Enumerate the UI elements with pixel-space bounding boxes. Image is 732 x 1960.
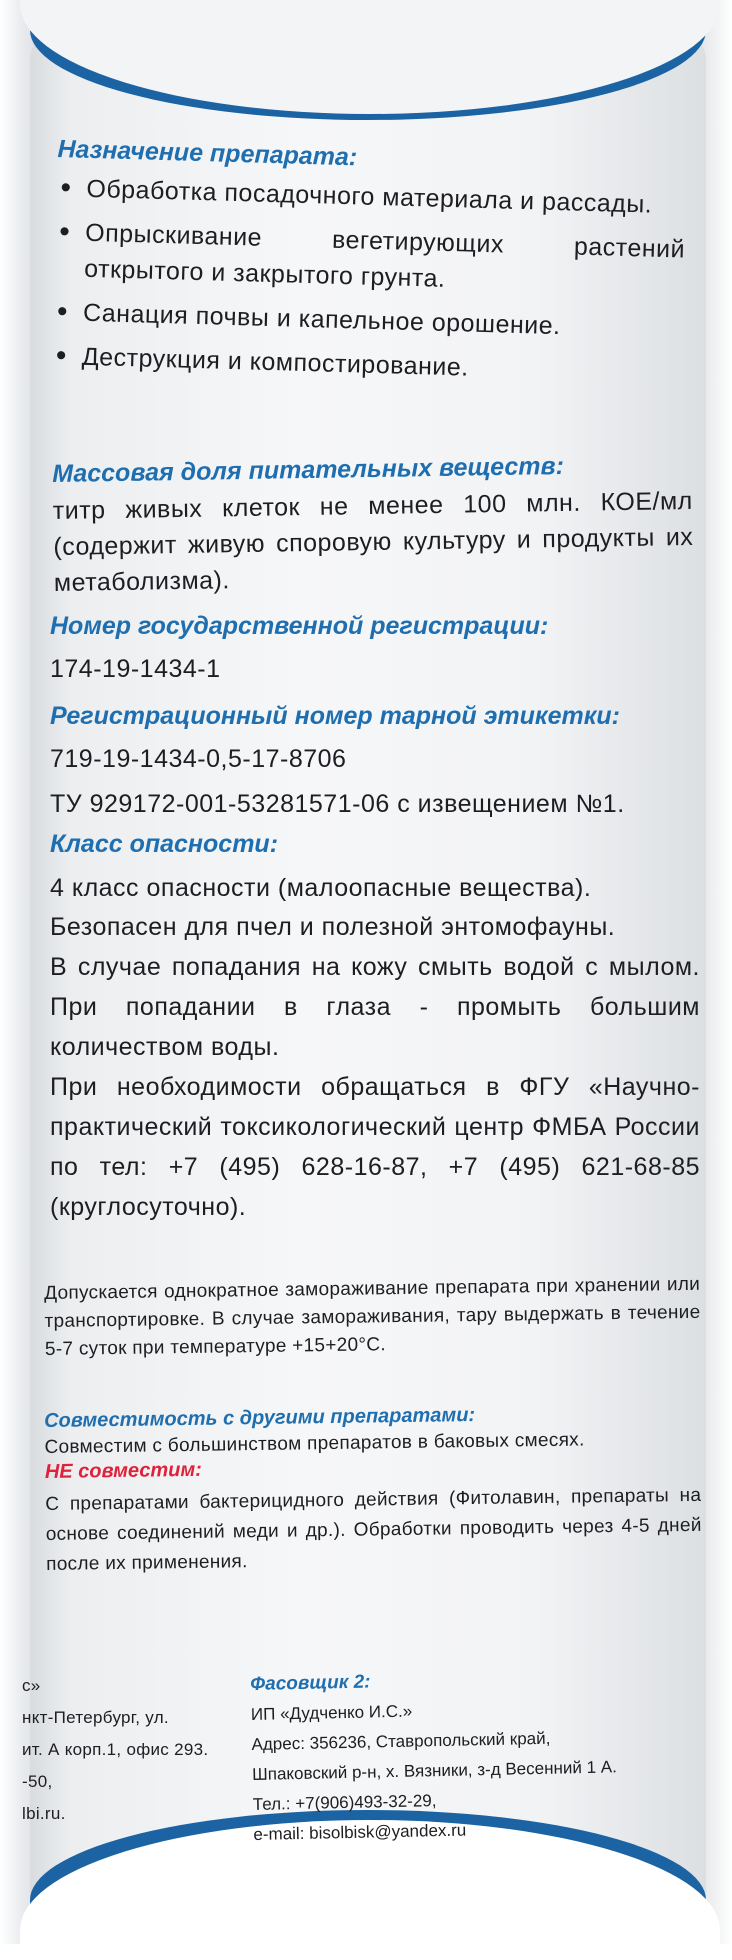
nutrients-heading: Массовая доля питательных веществ: bbox=[52, 451, 565, 488]
product-label bbox=[22, 30, 706, 1920]
purpose-item-3: • Санация почвы и капельное орошение. bbox=[53, 294, 684, 348]
packer-1-line-1: с» bbox=[22, 1676, 41, 1695]
freezing-note: Допускается однократное замораживание препарата при хранении или транспортировке. В случае замораживания, тару выдержать в течение 5-7 суток при температуре +15+20°С. bbox=[44, 1273, 701, 1360]
purpose-item-2: • Опрыскивание вегетирующих растений открытого и закрытого грунта. bbox=[54, 214, 686, 304]
nutrients-section bbox=[52, 450, 694, 601]
purpose-section bbox=[51, 135, 688, 399]
packer-2-address-2: Шпаковский р-н, х. Вязники, з-д Весенний 1 А. bbox=[251, 1757, 618, 1784]
compatibility-heading: Совместимость с другими препаратами: bbox=[44, 1403, 476, 1432]
purpose-item-1: • Обработка посадочного материала и рассады. bbox=[56, 170, 687, 224]
state-registration-heading: Номер государственной регистрации: bbox=[50, 612, 549, 640]
packer-1-info bbox=[22, 1670, 222, 1830]
packer-2-phone: Тел.: +7(906)493-32-29, bbox=[252, 1791, 437, 1814]
state-registration-section bbox=[50, 612, 690, 684]
nutrients-text: титр живых клеток не менее 100 млн. КОЕ/мл (содержит живую споровую культуру и продукты их метаболизма). bbox=[52, 486, 694, 597]
label-registration-section bbox=[50, 702, 700, 819]
packer-1-line-2: нкт-Петербург, ул. bbox=[22, 1708, 169, 1727]
packer-1-line-4: -50, bbox=[22, 1772, 53, 1791]
packer-2-email: e-mail: bisolbisk@yandex.ru bbox=[253, 1820, 467, 1844]
tu-number: ТУ 929172-001-53281571-06 с извещением №1. bbox=[50, 790, 625, 818]
hazard-contact: При необходимости обращаться в ФГУ «Научно-практический токсикологический центр ФМБА России по тел: +7 (495) 628-16-87, +7 (495) 621-68-85 (круглосуточно). bbox=[50, 1073, 700, 1221]
hazard-skin: В случае попадания на кожу смыть водой с мылом. При попадании в глаза - промыть большим количеством воды. bbox=[50, 953, 700, 1061]
packer-2-name: ИП «Дудченко И.С.» bbox=[250, 1701, 413, 1724]
packer-2-heading: Фасовщик 2: bbox=[250, 1671, 371, 1695]
hazard-bees: Безопасен для пчел и полезной энтомофауны. bbox=[50, 913, 616, 941]
incompatibility-text: С препаратами бактерицидного действия (Фитолавин, препараты на основе соединений меди и др.). Обработки проводить через 4-5 дней после их применения. bbox=[45, 1484, 702, 1575]
hazard-heading: Класс опасности: bbox=[50, 830, 279, 858]
state-registration-number: 174-19-1434-1 bbox=[50, 655, 221, 683]
incompatibility-heading: НЕ совместим: bbox=[44, 1458, 203, 1483]
compatibility-text: Совместим с большинством препаратов в баковых смесях. bbox=[44, 1429, 585, 1458]
compatibility-section bbox=[44, 1401, 702, 1580]
packer-2-info bbox=[250, 1661, 694, 1850]
packer-1-line-5: lbi.ru. bbox=[22, 1804, 66, 1823]
purpose-heading: Назначение препарата: bbox=[57, 135, 358, 172]
label-registration-number: 719-19-1434-0,5-17-8706 bbox=[50, 745, 347, 773]
hazard-class: 4 класс опасности (малоопасные вещества). bbox=[50, 874, 592, 902]
purpose-item-4: • Деструкция и компостирование. bbox=[51, 338, 682, 392]
label-registration-heading: Регистрационный номер тарной этикетки: bbox=[50, 702, 620, 730]
packer-2-address-1: Адрес: 356236, Ставропольский край, bbox=[251, 1728, 551, 1754]
packer-1-line-3: ит. А корп.1, офис 293. bbox=[22, 1740, 209, 1759]
purpose-list bbox=[51, 170, 686, 392]
hazard-section bbox=[50, 830, 700, 1227]
